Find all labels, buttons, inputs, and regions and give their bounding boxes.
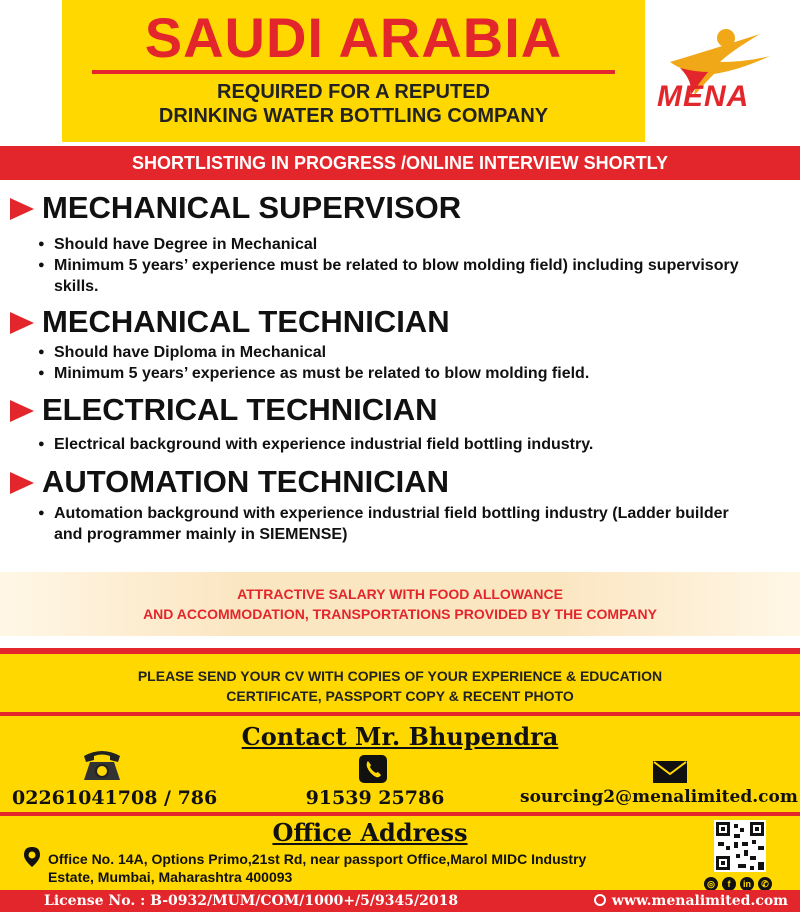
location-pin-icon [22, 846, 42, 868]
job-bullets-automation-technician [38, 503, 738, 545]
mobile-phone-icon [358, 754, 388, 784]
office-title: Office Address [272, 818, 468, 847]
salary-benefits [0, 572, 800, 636]
bullet-item: ● Minimum 5 years’ experience as must be related to blow molding field. [38, 363, 778, 384]
telephone-icon [80, 746, 124, 782]
title-underline [92, 70, 615, 74]
website-url[interactable]: www.menalimited.com [611, 893, 788, 909]
cv-line-1: PLEASE SEND YOUR CV WITH COPIES OF YOUR EXPERIENCE & EDUCATION [137, 668, 663, 684]
office-address [48, 850, 688, 886]
email-icon [652, 760, 688, 784]
job-title-automation-technician [10, 464, 449, 500]
job-title-text: ELECTRICAL TECHNICIAN [42, 392, 438, 427]
salary-line-1: ATTRACTIVE SALARY WITH FOOD ALLOWANCE [237, 586, 563, 602]
salary-line-2: AND ACCOMMODATION, TRANSPORTATIONS PROVIDED BY THE COMPANY [143, 606, 657, 622]
license-number: License No. : B-0932/MUM/COM/1000+/5/9345/2018 [44, 893, 459, 909]
cv-instructions [0, 666, 800, 706]
job-title-text: MECHANICAL SUPERVISOR [42, 190, 462, 225]
address-line-2: Estate, Mumbai, Maharashtra 400093 [48, 869, 293, 885]
red-arrow-icon [10, 312, 34, 334]
qr-code-icon [714, 820, 766, 872]
bullet-item: ● Should have Degree in Mechanical [38, 234, 778, 255]
subtitle-line-2: DRINKING WATER BOTTLING COMPANY [158, 105, 549, 127]
bullet-item: ● Minimum 5 years’ experience must be related to blow molding field) including supervisory skills. [38, 255, 778, 297]
shortlisting-banner: SHORTLISTING IN PROGRESS /ONLINE INTERVIEW SHORTLY [0, 146, 800, 180]
job-title-mechanical-technician [10, 304, 450, 340]
instagram-icon[interactable]: ◎ [704, 877, 718, 891]
job-bullets-mechanical-technician [38, 342, 778, 384]
red-arrow-icon [10, 198, 34, 220]
job-bullets-mechanical-supervisor [38, 234, 778, 297]
contact-title: Contact Mr. Bhupendra [241, 722, 559, 751]
whatsapp-icon[interactable]: ✆ [758, 877, 772, 891]
website[interactable] [594, 890, 788, 912]
email-address: sourcing2@menalimited.com [520, 787, 798, 807]
bullet-item: ● Automation background with experience industrial field bottling industry (Ladder builder and programmer mainly in SIEMENSE) [38, 503, 738, 545]
linkedin-icon[interactable]: in [740, 877, 754, 891]
country-title: SAUDI ARABIA [144, 6, 563, 69]
social-media-icons [704, 874, 784, 888]
job-title-electrical-technician [10, 392, 438, 428]
bullet-item: ● Electrical background with experience industrial field bottling industry. [38, 434, 778, 455]
job-title-text: AUTOMATION TECHNICIAN [42, 464, 449, 499]
bullet-item: ● Should have Diploma in Mechanical [38, 342, 778, 363]
globe-icon [594, 894, 606, 906]
subtitle-line-1: REQUIRED FOR A REPUTED [217, 81, 490, 103]
landline-number: 02261041708 / 786 [12, 787, 218, 809]
company-subtitle [62, 80, 645, 128]
cv-line-2: CERTIFICATE, PASSPORT COPY & RECENT PHOTO [226, 688, 574, 704]
mobile-number: 91539 25786 [305, 787, 445, 809]
red-arrow-icon [10, 472, 34, 494]
job-title-text: MECHANICAL TECHNICIAN [42, 304, 450, 339]
address-line-1: Office No. 14A, Options Primo,21st Rd, near passport Office,Marol MIDC Industry [48, 851, 587, 867]
mena-logo-text: MENA [657, 80, 750, 113]
red-arrow-icon [10, 400, 34, 422]
footer-bar [0, 890, 800, 912]
divider-line [0, 812, 800, 816]
divider-line [0, 712, 800, 716]
job-title-mechanical-supervisor [10, 190, 461, 226]
job-bullets-electrical-technician [38, 434, 778, 455]
facebook-icon[interactable]: f [722, 877, 736, 891]
divider-line [0, 648, 800, 654]
